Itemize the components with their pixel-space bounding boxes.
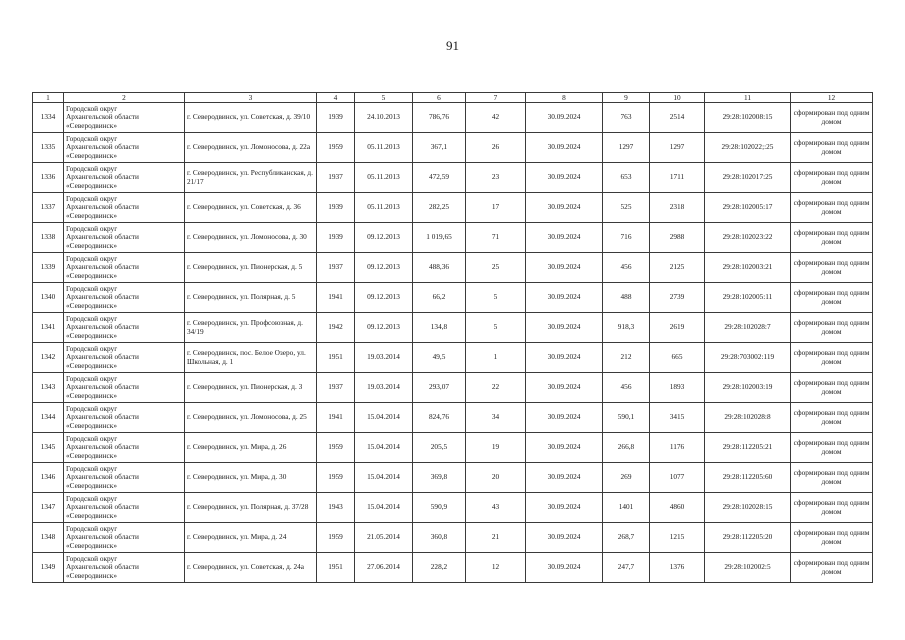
- column-9-cell: 456: [603, 373, 650, 403]
- status-cell: сформирован под одним домом: [791, 163, 873, 193]
- owner-cell: Городской округ Архангельской области «Северодвинск»: [64, 283, 185, 313]
- year-cell: 1939: [317, 193, 355, 223]
- year-cell: 1951: [317, 553, 355, 583]
- column-10-cell: 2125: [650, 253, 705, 283]
- status-cell: сформирован под одним домом: [791, 313, 873, 343]
- year-cell: 1951: [317, 343, 355, 373]
- owner-cell: Городской округ Архангельской области «Северодвинск»: [64, 133, 185, 163]
- table-row: [33, 403, 873, 433]
- address-cell: г. Северодвинск, ул. Профсоюзная, д. 34/19: [185, 313, 317, 343]
- deadline-cell: 30.09.2024: [526, 523, 603, 553]
- owner-cell: Городской округ Архангельской области «Северодвинск»: [64, 523, 185, 553]
- column-9-cell: 488: [603, 283, 650, 313]
- cadastral-number-cell: 29:28:102028:8: [705, 403, 791, 433]
- status-cell: сформирован под одним домом: [791, 283, 873, 313]
- column-9-cell: 212: [603, 343, 650, 373]
- status-cell: сформирован под одним домом: [791, 343, 873, 373]
- deadline-cell: 30.09.2024: [526, 253, 603, 283]
- owner-cell: Городской округ Архангельской области «Северодвинск»: [64, 403, 185, 433]
- column-header: 10: [650, 93, 705, 103]
- column-10-cell: 2619: [650, 313, 705, 343]
- column-10-cell: 4860: [650, 493, 705, 523]
- column-header: 11: [705, 93, 791, 103]
- column-10-cell: 2514: [650, 103, 705, 133]
- area-cell: 786,76: [413, 103, 466, 133]
- table-row: [33, 523, 873, 553]
- owner-cell: Городской округ Архангельской области «Северодвинск»: [64, 103, 185, 133]
- date-cell: 24.10.2013: [355, 103, 413, 133]
- column-10-cell: 1176: [650, 433, 705, 463]
- area-cell: 824,76: [413, 403, 466, 433]
- column-10-cell: 2318: [650, 193, 705, 223]
- column-10-cell: 1077: [650, 463, 705, 493]
- residents-cell: 34: [466, 403, 526, 433]
- residents-cell: 71: [466, 223, 526, 253]
- year-cell: 1939: [317, 103, 355, 133]
- row-number-cell: 1342: [33, 343, 64, 373]
- residents-cell: 5: [466, 283, 526, 313]
- column-9-cell: 918,3: [603, 313, 650, 343]
- table-row: [33, 433, 873, 463]
- area-cell: 205,5: [413, 433, 466, 463]
- residents-cell: 23: [466, 163, 526, 193]
- deadline-cell: 30.09.2024: [526, 373, 603, 403]
- area-cell: 228,2: [413, 553, 466, 583]
- housing-registry-table: [32, 92, 873, 583]
- year-cell: 1942: [317, 313, 355, 343]
- year-cell: 1959: [317, 463, 355, 493]
- column-header: 2: [64, 93, 185, 103]
- status-cell: сформирован под одним домом: [791, 193, 873, 223]
- table-row: [33, 493, 873, 523]
- residents-cell: 43: [466, 493, 526, 523]
- column-9-cell: 1401: [603, 493, 650, 523]
- column-9-cell: 590,1: [603, 403, 650, 433]
- date-cell: 09.12.2013: [355, 253, 413, 283]
- column-9-cell: 247,7: [603, 553, 650, 583]
- date-cell: 15.04.2014: [355, 433, 413, 463]
- owner-cell: Городской округ Архангельской области «Северодвинск»: [64, 223, 185, 253]
- cadastral-number-cell: 29:28:102003:21: [705, 253, 791, 283]
- address-cell: г. Северодвинск, ул. Мира, д. 24: [185, 523, 317, 553]
- area-cell: 134,8: [413, 313, 466, 343]
- cadastral-number-cell: 29:28:102022;:25: [705, 133, 791, 163]
- residents-cell: 26: [466, 133, 526, 163]
- owner-cell: Городской округ Архангельской области «Северодвинск»: [64, 373, 185, 403]
- column-header: 12: [791, 93, 873, 103]
- address-cell: г. Северодвинск, ул. Полярная, д. 5: [185, 283, 317, 313]
- address-cell: г. Северодвинск, пос. Белое Озеро, ул. Школьная, д. 1: [185, 343, 317, 373]
- column-header: 1: [33, 93, 64, 103]
- deadline-cell: 30.09.2024: [526, 493, 603, 523]
- year-cell: 1941: [317, 403, 355, 433]
- table-body: [33, 103, 873, 583]
- address-cell: г. Северодвинск, ул. Ломоносова, д. 22а: [185, 133, 317, 163]
- date-cell: 15.04.2014: [355, 463, 413, 493]
- residents-cell: 22: [466, 373, 526, 403]
- address-cell: г. Северодвинск, ул. Советская, д. 36: [185, 193, 317, 223]
- table-row: [33, 163, 873, 193]
- cadastral-number-cell: 29:28:112205:21: [705, 433, 791, 463]
- owner-cell: Городской округ Архангельской области «Северодвинск»: [64, 553, 185, 583]
- address-cell: г. Северодвинск, ул. Советская, д. 39/10: [185, 103, 317, 133]
- column-10-cell: 3415: [650, 403, 705, 433]
- year-cell: 1959: [317, 523, 355, 553]
- residents-cell: 42: [466, 103, 526, 133]
- deadline-cell: 30.09.2024: [526, 163, 603, 193]
- residents-cell: 12: [466, 553, 526, 583]
- date-cell: 21.05.2014: [355, 523, 413, 553]
- table-row: [33, 223, 873, 253]
- column-9-cell: 266,8: [603, 433, 650, 463]
- area-cell: 66,2: [413, 283, 466, 313]
- year-cell: 1959: [317, 133, 355, 163]
- cadastral-number-cell: 29:28:102017:25: [705, 163, 791, 193]
- row-number-cell: 1337: [33, 193, 64, 223]
- date-cell: 15.04.2014: [355, 493, 413, 523]
- owner-cell: Городской округ Архангельской области «Северодвинск»: [64, 163, 185, 193]
- table-row: [33, 553, 873, 583]
- owner-cell: Городской округ Архангельской области «Северодвинск»: [64, 253, 185, 283]
- column-header: 7: [466, 93, 526, 103]
- row-number-cell: 1343: [33, 373, 64, 403]
- year-cell: 1937: [317, 253, 355, 283]
- area-cell: 590,9: [413, 493, 466, 523]
- residents-cell: 19: [466, 433, 526, 463]
- status-cell: сформирован под одним домом: [791, 373, 873, 403]
- date-cell: 27.06.2014: [355, 553, 413, 583]
- area-cell: 369,8: [413, 463, 466, 493]
- owner-cell: Городской округ Архангельской области «Северодвинск»: [64, 493, 185, 523]
- owner-cell: Городской округ Архангельской области «Северодвинск»: [64, 193, 185, 223]
- year-cell: 1937: [317, 373, 355, 403]
- date-cell: 15.04.2014: [355, 403, 413, 433]
- column-10-cell: 2988: [650, 223, 705, 253]
- deadline-cell: 30.09.2024: [526, 193, 603, 223]
- table-row: [33, 343, 873, 373]
- row-number-cell: 1338: [33, 223, 64, 253]
- year-cell: 1937: [317, 163, 355, 193]
- date-cell: 05.11.2013: [355, 163, 413, 193]
- row-number-cell: 1335: [33, 133, 64, 163]
- deadline-cell: 30.09.2024: [526, 223, 603, 253]
- deadline-cell: 30.09.2024: [526, 553, 603, 583]
- status-cell: сформирован под одним домом: [791, 403, 873, 433]
- deadline-cell: 30.09.2024: [526, 403, 603, 433]
- row-number-cell: 1339: [33, 253, 64, 283]
- owner-cell: Городской округ Архангельской области «Северодвинск»: [64, 463, 185, 493]
- cadastral-number-cell: 29:28:102028:7: [705, 313, 791, 343]
- column-9-cell: 716: [603, 223, 650, 253]
- column-header: 9: [603, 93, 650, 103]
- column-10-cell: 1297: [650, 133, 705, 163]
- address-cell: г. Северодвинск, ул. Мира, д. 30: [185, 463, 317, 493]
- residents-cell: 20: [466, 463, 526, 493]
- cadastral-number-cell: 29:28:102005:17: [705, 193, 791, 223]
- address-cell: г. Северодвинск, ул. Советская, д. 24а: [185, 553, 317, 583]
- deadline-cell: 30.09.2024: [526, 313, 603, 343]
- column-9-cell: 269: [603, 463, 650, 493]
- address-cell: г. Северодвинск, ул. Республиканская, д. 21/17: [185, 163, 317, 193]
- cadastral-number-cell: 29:28:102008:15: [705, 103, 791, 133]
- area-cell: 293,07: [413, 373, 466, 403]
- column-10-cell: 1711: [650, 163, 705, 193]
- column-header: 5: [355, 93, 413, 103]
- row-number-cell: 1345: [33, 433, 64, 463]
- area-cell: 360,8: [413, 523, 466, 553]
- area-cell: 367,1: [413, 133, 466, 163]
- area-cell: 282,25: [413, 193, 466, 223]
- status-cell: сформирован под одним домом: [791, 433, 873, 463]
- year-cell: 1959: [317, 433, 355, 463]
- address-cell: г. Северодвинск, ул. Мира, д. 26: [185, 433, 317, 463]
- row-number-cell: 1340: [33, 283, 64, 313]
- year-cell: 1943: [317, 493, 355, 523]
- status-cell: сформирован под одним домом: [791, 523, 873, 553]
- date-cell: 05.11.2013: [355, 193, 413, 223]
- row-number-cell: 1336: [33, 163, 64, 193]
- cadastral-number-cell: 29:28:703002:119: [705, 343, 791, 373]
- status-cell: сформирован под одним домом: [791, 253, 873, 283]
- date-cell: 19.03.2014: [355, 343, 413, 373]
- row-number-cell: 1348: [33, 523, 64, 553]
- column-number-row: [33, 93, 873, 103]
- address-cell: г. Северодвинск, ул. Пионерская, д. 5: [185, 253, 317, 283]
- residents-cell: 21: [466, 523, 526, 553]
- column-9-cell: 1297: [603, 133, 650, 163]
- column-10-cell: 1215: [650, 523, 705, 553]
- status-cell: сформирован под одним домом: [791, 223, 873, 253]
- status-cell: сформирован под одним домом: [791, 463, 873, 493]
- cadastral-number-cell: 29:28:102003:19: [705, 373, 791, 403]
- deadline-cell: 30.09.2024: [526, 103, 603, 133]
- residents-cell: 1: [466, 343, 526, 373]
- column-header: 6: [413, 93, 466, 103]
- cadastral-number-cell: 29:28:102005:11: [705, 283, 791, 313]
- status-cell: сформирован под одним домом: [791, 133, 873, 163]
- deadline-cell: 30.09.2024: [526, 133, 603, 163]
- row-number-cell: 1347: [33, 493, 64, 523]
- address-cell: г. Северодвинск, ул. Ломоносова, д. 25: [185, 403, 317, 433]
- table-row: [33, 373, 873, 403]
- column-10-cell: 665: [650, 343, 705, 373]
- deadline-cell: 30.09.2024: [526, 463, 603, 493]
- area-cell: 1 019,65: [413, 223, 466, 253]
- row-number-cell: 1346: [33, 463, 64, 493]
- table-row: [33, 313, 873, 343]
- status-cell: сформирован под одним домом: [791, 103, 873, 133]
- column-9-cell: 456: [603, 253, 650, 283]
- column-header: 3: [185, 93, 317, 103]
- cadastral-number-cell: 29:28:112205:20: [705, 523, 791, 553]
- date-cell: 09.12.2013: [355, 283, 413, 313]
- residents-cell: 5: [466, 313, 526, 343]
- table-row: [33, 193, 873, 223]
- table-row: [33, 133, 873, 163]
- owner-cell: Городской округ Архангельской области «Северодвинск»: [64, 343, 185, 373]
- owner-cell: Городской округ Архангельской области «Северодвинск»: [64, 433, 185, 463]
- column-9-cell: 525: [603, 193, 650, 223]
- column-9-cell: 653: [603, 163, 650, 193]
- column-10-cell: 2739: [650, 283, 705, 313]
- year-cell: 1941: [317, 283, 355, 313]
- cadastral-number-cell: 29:28:102023:22: [705, 223, 791, 253]
- column-header: 8: [526, 93, 603, 103]
- deadline-cell: 30.09.2024: [526, 433, 603, 463]
- area-cell: 472,59: [413, 163, 466, 193]
- page-number: 91: [446, 38, 459, 53]
- column-9-cell: 268,7: [603, 523, 650, 553]
- column-header: 4: [317, 93, 355, 103]
- row-number-cell: 1349: [33, 553, 64, 583]
- cadastral-number-cell: 29:28:102002:5: [705, 553, 791, 583]
- row-number-cell: 1334: [33, 103, 64, 133]
- area-cell: 49,5: [413, 343, 466, 373]
- cadastral-number-cell: 29:28:112205:60: [705, 463, 791, 493]
- status-cell: сформирован под одним домом: [791, 553, 873, 583]
- column-10-cell: 1376: [650, 553, 705, 583]
- table-row: [33, 253, 873, 283]
- deadline-cell: 30.09.2024: [526, 343, 603, 373]
- column-9-cell: 763: [603, 103, 650, 133]
- date-cell: 09.12.2013: [355, 313, 413, 343]
- row-number-cell: 1341: [33, 313, 64, 343]
- address-cell: г. Северодвинск, ул. Ломоносова, д. 30: [185, 223, 317, 253]
- date-cell: 05.11.2013: [355, 133, 413, 163]
- date-cell: 09.12.2013: [355, 223, 413, 253]
- table-row: [33, 463, 873, 493]
- address-cell: г. Северодвинск, ул. Пионерская, д. 3: [185, 373, 317, 403]
- column-10-cell: 1893: [650, 373, 705, 403]
- status-cell: сформирован под одним домом: [791, 493, 873, 523]
- date-cell: 19.03.2014: [355, 373, 413, 403]
- deadline-cell: 30.09.2024: [526, 283, 603, 313]
- table-row: [33, 103, 873, 133]
- year-cell: 1939: [317, 223, 355, 253]
- table-row: [33, 283, 873, 313]
- residents-cell: 17: [466, 193, 526, 223]
- owner-cell: Городской округ Архангельской области «Северодвинск»: [64, 313, 185, 343]
- area-cell: 488,36: [413, 253, 466, 283]
- row-number-cell: 1344: [33, 403, 64, 433]
- cadastral-number-cell: 29:28:102028:15: [705, 493, 791, 523]
- residents-cell: 25: [466, 253, 526, 283]
- address-cell: г. Северодвинск, ул. Полярная, д. 37/28: [185, 493, 317, 523]
